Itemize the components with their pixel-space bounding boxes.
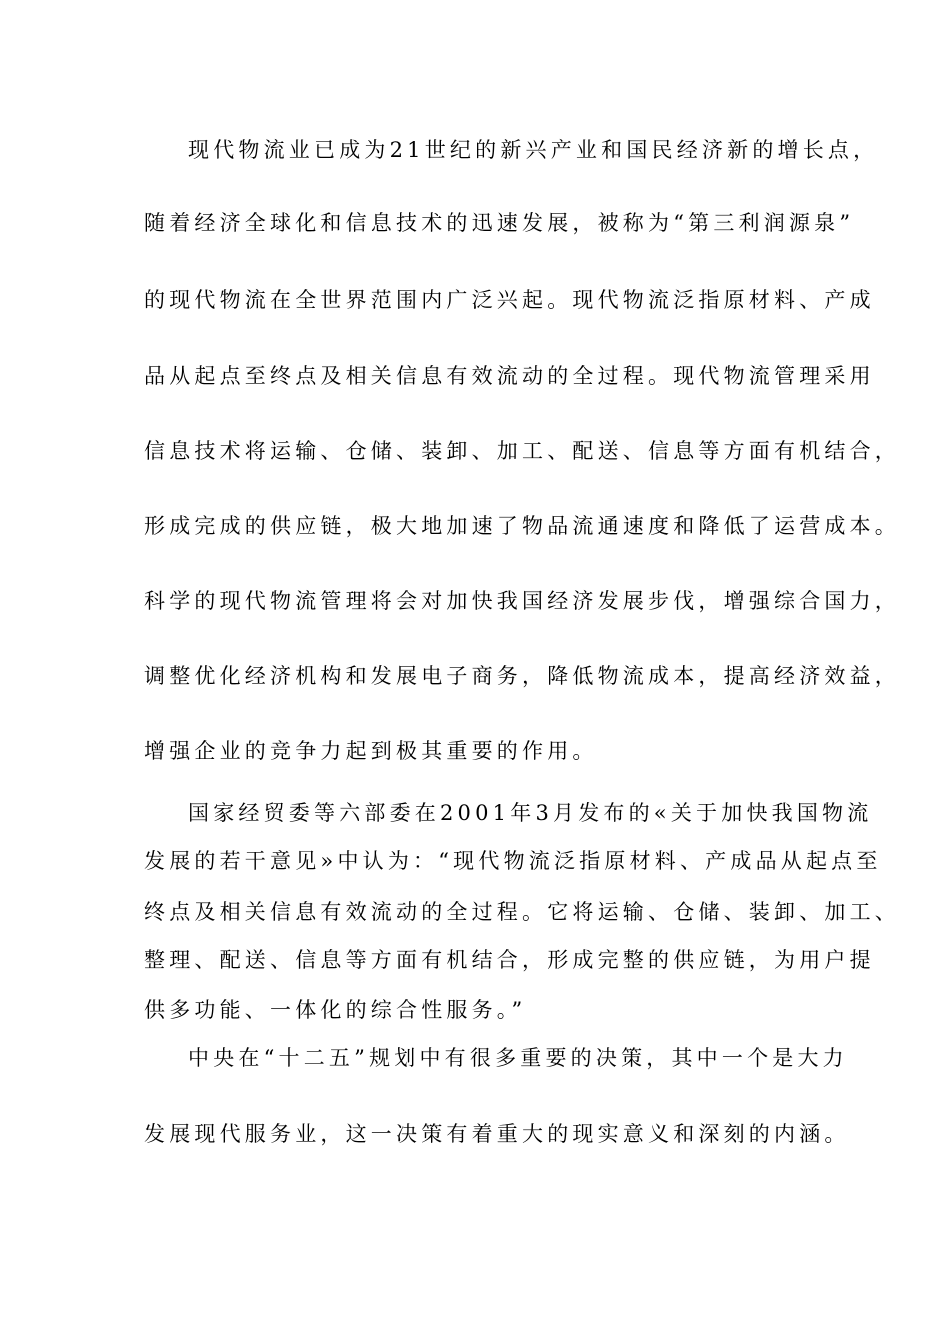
paragraph-line: 中央在“十二五”规划中有很多重要的决策，其中一个是大力 — [188, 1046, 848, 1070]
paragraph-line: 科学的现代物流管理将会对加快我国经济发展步伐，增强综合国力， — [144, 589, 900, 613]
paragraph-line: 发展的若干意见»中认为：“现代物流泛指原材料、产成品从起点至 — [144, 849, 882, 873]
paragraph-line: 终点及相关信息有效流动的全过程。它将运输、仓储、装卸、加工、 — [144, 900, 900, 924]
paragraph-line: 调整优化经济机构和发展电子商务，降低物流成本，提高经济效益， — [144, 664, 900, 688]
paragraph-line: 随着经济全球化和信息技术的迅速发展，被称为“第三利润源泉” — [144, 211, 855, 235]
paragraph-line: 整理、配送、信息等方面有机结合，形成完整的供应链，为用户提 — [144, 948, 875, 972]
paragraph-line: 发展现代服务业，这一决策有着重大的现实意义和深刻的内涵。 — [144, 1122, 850, 1146]
paragraph-line: 的现代物流在全世界范围内广泛兴起。现代物流泛指原材料、产成 — [144, 288, 875, 312]
paragraph-line: 形成完成的供应链，极大地加速了物品流通速度和降低了运营成本。 — [144, 514, 900, 538]
paragraph-line: 国家经贸委等六部委在2001年3月发布的«关于加快我国物流 — [188, 801, 873, 825]
paragraph-line: 供多功能、一体化的综合性服务。” — [144, 998, 527, 1022]
paragraph-line: 信息技术将运输、仓储、装卸、加工、配送、信息等方面有机结合， — [144, 439, 900, 463]
paragraph-line: 现代物流业已成为21世纪的新兴产业和国民经济新的增长点， — [188, 138, 879, 162]
paragraph-line: 品从起点至终点及相关信息有效流动的全过程。现代物流管理采用 — [144, 364, 875, 388]
paragraph-line: 增强企业的竞争力起到极其重要的作用。 — [144, 739, 598, 763]
